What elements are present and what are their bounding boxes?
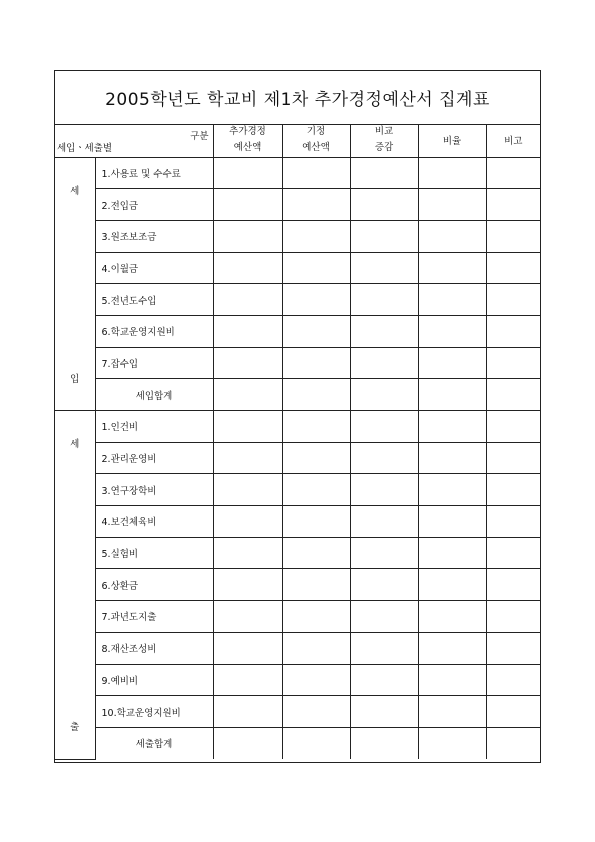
- revenue-row: [55, 379, 540, 411]
- revenue-row: [55, 220, 540, 252]
- revenue-item-label: 2.전입금: [95, 189, 213, 221]
- expense-item-note-cell: [486, 696, 540, 728]
- revenue-item-note-cell: [486, 252, 540, 284]
- expense-item-label: 10.학교운영지원비: [95, 696, 213, 728]
- expense-item-existing-budget-cell: [282, 474, 350, 506]
- expense-item-ratio-cell: [418, 411, 486, 443]
- budget-summary-sheet: [54, 70, 541, 763]
- expense-row: [55, 727, 540, 759]
- expense-item-additional-budget-cell: [213, 601, 282, 633]
- expense-item-existing-budget-cell: [282, 664, 350, 696]
- revenue-item-comparison-cell: [350, 347, 418, 379]
- expense-item-note-cell: [486, 537, 540, 569]
- header-additional-line2: 예산액: [233, 142, 262, 154]
- expense-side-gap: [55, 450, 95, 719]
- header-gubun: 구분: [190, 131, 209, 142]
- revenue-item-label: 1.사용료 및 수수료: [95, 157, 213, 189]
- revenue-row: [55, 189, 540, 221]
- expense-item-label: 2.관리운영비: [95, 442, 213, 474]
- revenue-item-existing-budget-cell: [282, 189, 350, 221]
- expense-item-additional-budget-cell: [213, 664, 282, 696]
- expense-item-note-cell: [486, 601, 540, 633]
- expense-row: [55, 506, 540, 538]
- revenue-item-ratio-cell: [418, 189, 486, 221]
- revenue-total-note-cell: [486, 379, 540, 411]
- expense-item-ratio-cell: [418, 601, 486, 633]
- expense-total-comparison-cell: [350, 727, 418, 759]
- expense-total-existing-budget-cell: [282, 727, 350, 759]
- expense-item-comparison-cell: [350, 664, 418, 696]
- expense-item-additional-budget-cell: [213, 537, 282, 569]
- revenue-item-comparison-cell: [350, 189, 418, 221]
- revenue-side-top: 세: [70, 185, 80, 197]
- revenue-item-comparison-cell: [350, 284, 418, 316]
- revenue-item-ratio-cell: [418, 315, 486, 347]
- revenue-item-existing-budget-cell: [282, 347, 350, 379]
- expense-row: [55, 664, 540, 696]
- expense-row: [55, 601, 540, 633]
- revenue-item-comparison-cell: [350, 315, 418, 347]
- expense-item-comparison-cell: [350, 537, 418, 569]
- expense-row: [55, 411, 540, 443]
- expense-item-label: 3.연구장학비: [95, 474, 213, 506]
- expense-item-additional-budget-cell: [213, 411, 282, 443]
- expense-item-ratio-cell: [418, 442, 486, 474]
- expense-item-label: 6.상환금: [95, 569, 213, 601]
- expense-total-ratio-cell: [418, 727, 486, 759]
- header-comparison-line1: 비교: [374, 126, 394, 138]
- revenue-row: [55, 157, 540, 189]
- header-note: 비고: [486, 124, 540, 157]
- expense-row: [55, 696, 540, 728]
- header-additional-budget: [213, 124, 282, 157]
- expense-item-additional-budget-cell: [213, 442, 282, 474]
- expense-item-note-cell: [486, 411, 540, 443]
- expense-item-comparison-cell: [350, 569, 418, 601]
- header-comparison-line2: 증감: [374, 142, 394, 154]
- revenue-item-ratio-cell: [418, 284, 486, 316]
- header-additional-line1: 추가경정: [229, 126, 266, 138]
- expense-total-label: 세출합계: [95, 727, 213, 759]
- expense-item-note-cell: [486, 632, 540, 664]
- expense-item-label: 5.실험비: [95, 537, 213, 569]
- expense-item-existing-budget-cell: [282, 601, 350, 633]
- expense-item-additional-budget-cell: [213, 569, 282, 601]
- revenue-total-ratio-cell: [418, 379, 486, 411]
- revenue-item-note-cell: [486, 347, 540, 379]
- expense-item-ratio-cell: [418, 569, 486, 601]
- revenue-row: [55, 252, 540, 284]
- revenue-item-label: 6.학교운영지원비: [95, 315, 213, 347]
- expense-item-additional-budget-cell: [213, 632, 282, 664]
- expense-item-note-cell: [486, 664, 540, 696]
- revenue-total-additional-budget-cell: [213, 379, 282, 411]
- expense-item-note-cell: [486, 569, 540, 601]
- revenue-item-note-cell: [486, 284, 540, 316]
- expense-row: [55, 442, 540, 474]
- header-existing-line1: 기정: [306, 126, 326, 138]
- expense-item-comparison-cell: [350, 411, 418, 443]
- revenue-side-gap: [55, 197, 95, 371]
- expense-item-note-cell: [486, 442, 540, 474]
- expense-item-note-cell: [486, 474, 540, 506]
- revenue-total-comparison-cell: [350, 379, 418, 411]
- expense-total-note-cell: [486, 727, 540, 759]
- revenue-item-comparison-cell: [350, 252, 418, 284]
- revenue-side-bottom: 입: [70, 373, 80, 385]
- revenue-item-existing-budget-cell: [282, 315, 350, 347]
- revenue-item-existing-budget-cell: [282, 220, 350, 252]
- revenue-item-additional-budget-cell: [213, 157, 282, 189]
- revenue-item-additional-budget-cell: [213, 284, 282, 316]
- header-semok: 세입ㆍ세출별: [57, 142, 113, 154]
- expense-item-additional-budget-cell: [213, 474, 282, 506]
- revenue-item-note-cell: [486, 315, 540, 347]
- revenue-item-ratio-cell: [418, 347, 486, 379]
- expense-side-bottom: 출: [70, 722, 80, 734]
- revenue-item-additional-budget-cell: [213, 315, 282, 347]
- header-category-cell: [55, 124, 213, 157]
- expense-item-additional-budget-cell: [213, 696, 282, 728]
- revenue-side-label: [55, 157, 95, 411]
- revenue-item-additional-budget-cell: [213, 220, 282, 252]
- expense-item-ratio-cell: [418, 664, 486, 696]
- document-title: 2005학년도 학교비 제1차 추가경정예산서 집계표: [105, 90, 490, 110]
- expense-item-ratio-cell: [418, 537, 486, 569]
- header-existing-budget: [282, 124, 350, 157]
- revenue-total-label: 세입합계: [95, 379, 213, 411]
- expense-item-comparison-cell: [350, 632, 418, 664]
- expense-item-comparison-cell: [350, 696, 418, 728]
- revenue-item-label: 7.잡수입: [95, 347, 213, 379]
- revenue-item-ratio-cell: [418, 252, 486, 284]
- expense-item-label: 4.보건체육비: [95, 506, 213, 538]
- revenue-item-label: 5.전년도수입: [95, 284, 213, 316]
- revenue-item-additional-budget-cell: [213, 189, 282, 221]
- revenue-total-existing-budget-cell: [282, 379, 350, 411]
- expense-row: [55, 569, 540, 601]
- expense-item-ratio-cell: [418, 474, 486, 506]
- revenue-item-additional-budget-cell: [213, 252, 282, 284]
- expense-item-existing-budget-cell: [282, 506, 350, 538]
- revenue-item-label: 4.이월금: [95, 252, 213, 284]
- expense-item-comparison-cell: [350, 601, 418, 633]
- expense-item-ratio-cell: [418, 506, 486, 538]
- expense-item-ratio-cell: [418, 696, 486, 728]
- expense-row: [55, 537, 540, 569]
- header-ratio: 비율: [418, 124, 486, 157]
- revenue-item-label: 3.원조보조금: [95, 220, 213, 252]
- expense-item-label: 1.인건비: [95, 411, 213, 443]
- expense-item-additional-budget-cell: [213, 506, 282, 538]
- expense-item-label: 9.예비비: [95, 664, 213, 696]
- revenue-item-note-cell: [486, 157, 540, 189]
- revenue-row: [55, 315, 540, 347]
- expense-item-label: 8.재산조성비: [95, 632, 213, 664]
- expense-total-additional-budget-cell: [213, 727, 282, 759]
- expense-item-comparison-cell: [350, 474, 418, 506]
- expense-row: [55, 632, 540, 664]
- expense-item-existing-budget-cell: [282, 632, 350, 664]
- revenue-item-additional-budget-cell: [213, 347, 282, 379]
- expense-item-ratio-cell: [418, 632, 486, 664]
- revenue-item-comparison-cell: [350, 157, 418, 189]
- header-comparison: [350, 124, 418, 157]
- expense-row: [55, 474, 540, 506]
- header-existing-line2: 예산액: [302, 142, 330, 154]
- revenue-item-ratio-cell: [418, 157, 486, 189]
- expense-item-comparison-cell: [350, 442, 418, 474]
- expense-item-existing-budget-cell: [282, 442, 350, 474]
- expense-item-existing-budget-cell: [282, 569, 350, 601]
- revenue-item-ratio-cell: [418, 220, 486, 252]
- expense-side-top: 세: [70, 439, 80, 451]
- revenue-row: [55, 347, 540, 379]
- expense-item-note-cell: [486, 506, 540, 538]
- expense-item-label: 7.과년도지출: [95, 601, 213, 633]
- revenue-row: [55, 284, 540, 316]
- expense-item-existing-budget-cell: [282, 537, 350, 569]
- expense-item-existing-budget-cell: [282, 696, 350, 728]
- title-box: [55, 71, 540, 125]
- header-row: [55, 124, 540, 157]
- revenue-item-existing-budget-cell: [282, 157, 350, 189]
- revenue-item-existing-budget-cell: [282, 284, 350, 316]
- revenue-item-note-cell: [486, 189, 540, 221]
- expense-item-comparison-cell: [350, 506, 418, 538]
- budget-table: [55, 124, 540, 760]
- revenue-item-comparison-cell: [350, 220, 418, 252]
- revenue-item-existing-budget-cell: [282, 252, 350, 284]
- expense-side-label: [55, 411, 95, 760]
- revenue-item-note-cell: [486, 220, 540, 252]
- expense-item-existing-budget-cell: [282, 411, 350, 443]
